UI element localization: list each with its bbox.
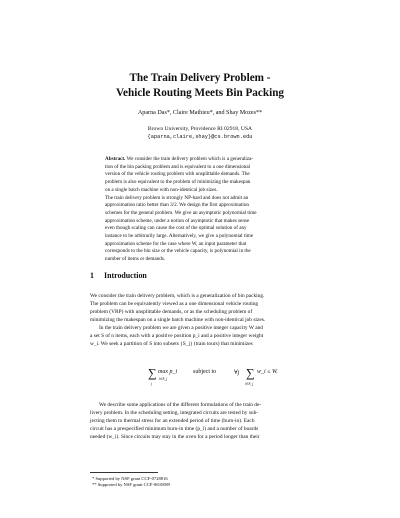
footnote-2: ** Supported by NSF grant CCF-0635089	[92, 482, 170, 487]
author-list: Aparna Das*, Claire Mathieu*, and Shay Mozes**	[137, 110, 263, 116]
abstract-paragraph-1	[105, 156, 295, 195]
sum-index: j	[151, 382, 152, 386]
affiliation	[0, 125, 400, 141]
objective-formula	[90, 365, 314, 389]
subject-to-text: subject to	[193, 369, 217, 375]
body-line: jecting them to thermal stress for an extended period of time (burn-in). Each	[90, 418, 255, 425]
sum2-index: i∈S_j	[245, 382, 254, 386]
section-heading	[90, 271, 147, 280]
section-number: 1	[90, 271, 94, 280]
sum-symbol: ∑	[148, 366, 157, 380]
body-line: livery problem. In the scheduling setting, integrated circuits are tested by sub-	[90, 410, 259, 417]
max-term: max p_i	[158, 369, 178, 375]
body-line: problem (VRP) with unsplittable demands, or as the scheduling problem of	[90, 309, 253, 316]
title-line-1: The Train Delivery Problem -	[129, 72, 271, 84]
intro-paragraph-2	[90, 324, 314, 348]
affiliation-line-1: Brown University, Providence RI 02918, USA	[147, 126, 253, 132]
section-title: Introduction	[104, 271, 147, 280]
abstract-line: approximation ratio better than 3/2. We design the first approximation	[105, 202, 249, 209]
body-line: We consider the train delivery problem, which is a generalization of bin packing.	[90, 293, 265, 299]
abstract	[105, 156, 295, 264]
paper-title	[0, 71, 400, 101]
abstract-line: approximation scheme, under a notion of asymptotic that makes sense	[105, 217, 250, 224]
abstract-line: on a single batch machine with non-identical job sizes.	[105, 186, 218, 193]
abstract-line: approximation scheme for the case where W, an input parameter that	[105, 240, 247, 247]
body-line: In the train delivery problem we are given a positive integer capacity W and	[99, 325, 264, 332]
sum-symbol-2: ∑	[246, 366, 255, 380]
title-line-2: Vehicle Routing Meets Bin Packing	[115, 87, 285, 99]
abstract-label: Abstract.	[105, 156, 126, 162]
abstract-line: The train delivery problem is strongly NP-hard and does not admit an	[105, 194, 249, 201]
max-index: i∈S_j	[159, 377, 168, 381]
abstract-line: tion of the bin packing problem and is equivalent to a one dimensional	[105, 163, 251, 170]
abstract-line: version of the vehicle routing problem with unsplittable demands. The	[105, 171, 250, 178]
abstract-line: problem is also equivalent to the problem of minimizing the makespan	[105, 179, 251, 186]
footnotes	[92, 476, 312, 488]
body-line: We describe some applications of the different formulations of the train de-	[99, 402, 262, 408]
body-line: minimizing the makespan on a single batch machine with non-identical job sizes.	[90, 317, 266, 324]
body-line: needed (w_i). Since circuits may stay in the oven for a period longer than their	[90, 434, 260, 441]
body-line: The problem can be equivalently viewed as a one dimensional vehicle routing	[90, 301, 259, 308]
abstract-line: schemes for the general problem. We give an asymptotic polynomial time	[105, 209, 257, 216]
intro-body-continued	[90, 401, 314, 441]
abstract-line: instance to be arbitrarily large. Alternatively, we give a polynomial time	[105, 233, 254, 240]
intro-paragraph-1	[90, 292, 314, 324]
capacity-constraint: w_i ≤ W.	[257, 369, 278, 375]
abstract-paragraph-2	[105, 195, 295, 264]
abstract-line: number of items or demands.	[105, 256, 166, 263]
body-line: a set S of n items, each with a positive position p_i and a positive integer weight	[90, 333, 264, 340]
abstract-line: corresponds to the bin size or the vehicle capacity, is polynomial in the	[105, 248, 251, 255]
body-line: w_i. We seek a partition of S into subsets {S_j} (train tours) that minimizes	[90, 341, 253, 348]
intro-body	[90, 292, 314, 348]
abstract-line: We consider the train delivery problem which is a generaliza-	[126, 156, 254, 162]
footnote-1: * Supported by NSF grant CCF-0728816	[92, 476, 168, 481]
abstract-line: even though scaling can cause the cost of the optimal solution of any	[105, 225, 247, 232]
intro-paragraph-3	[90, 401, 314, 441]
body-line: circuit has a prespecified minimum burn-in time (p_i) and a number of boards	[90, 426, 259, 433]
forall-term: ∀j	[234, 370, 240, 376]
author-emails: {aparna,claire,shay}@cs.brown.edu	[147, 134, 253, 140]
footnote-rule	[90, 472, 158, 473]
